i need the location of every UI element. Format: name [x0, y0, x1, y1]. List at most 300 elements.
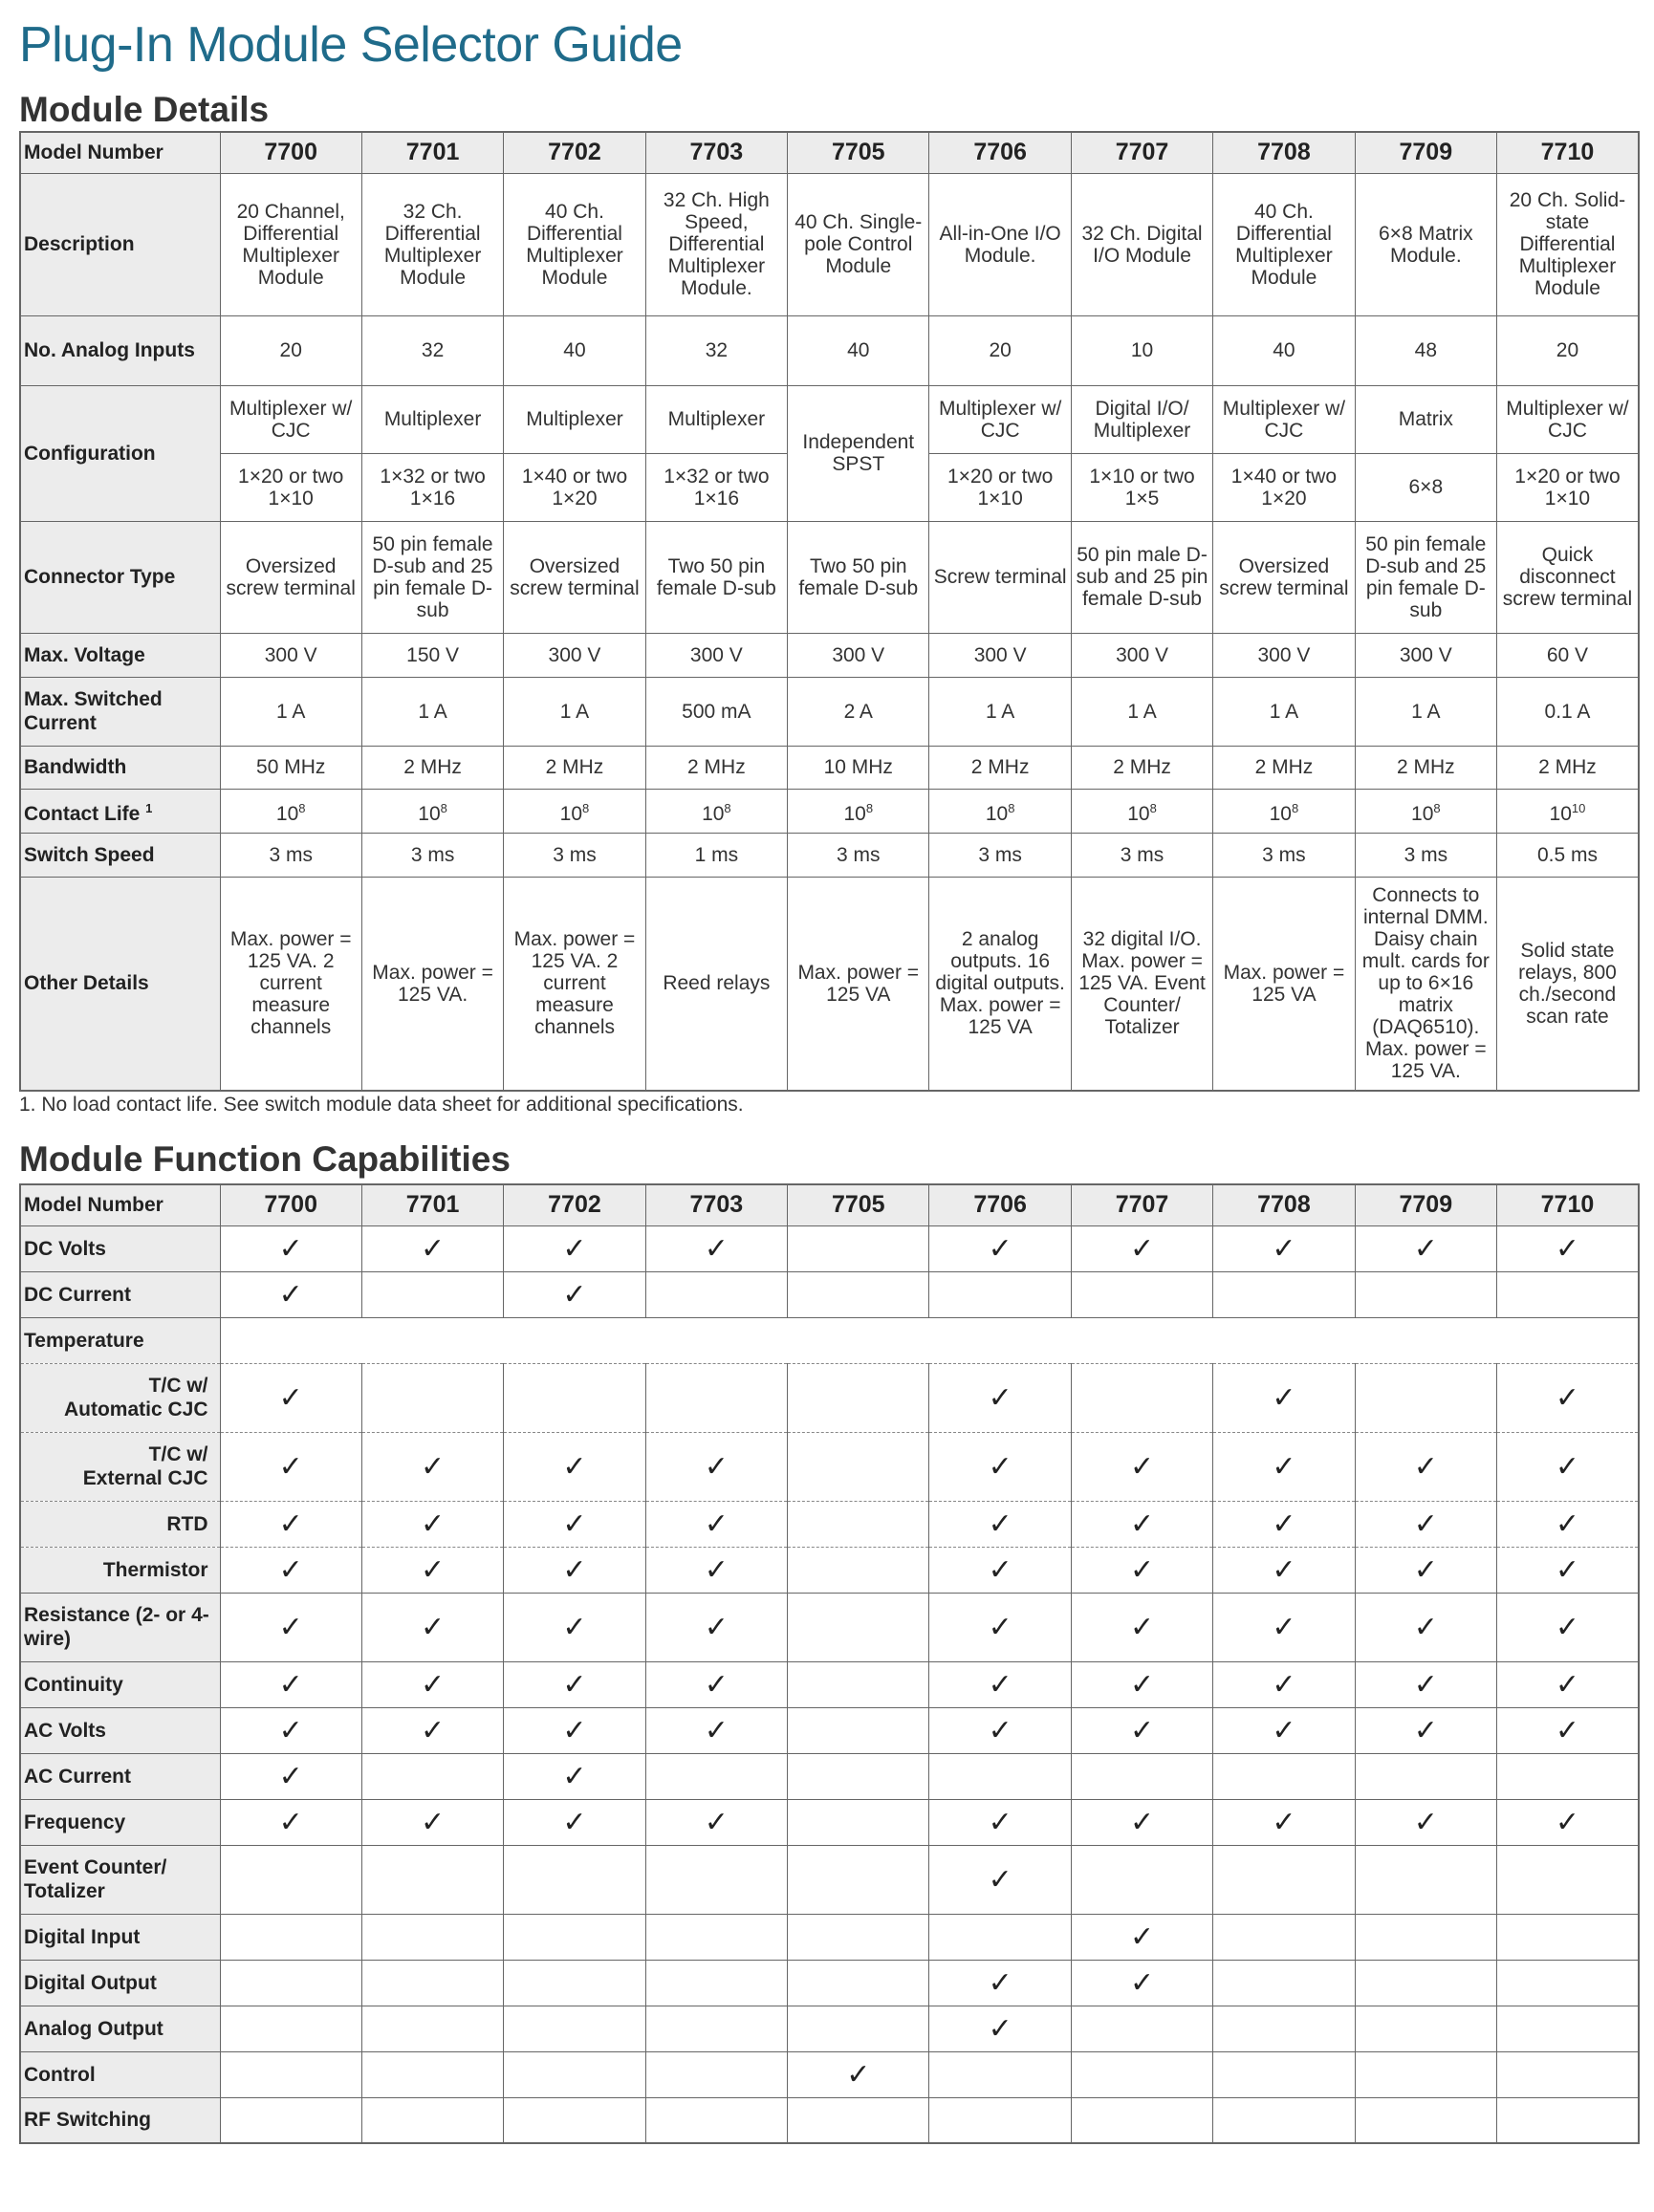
cap-control-7701 [361, 2051, 503, 2097]
cap-t-c-w-automatic-cjc-7709 [1355, 1363, 1496, 1432]
max-voltage-7708: 300 V [1213, 633, 1355, 677]
check-icon: ✓ [1129, 1552, 1155, 1587]
cap-frequency-7702 [504, 1799, 645, 1845]
cap-row-digital-output [20, 1960, 1639, 2006]
cap-continuity-7710 [1497, 1661, 1639, 1707]
bandwidth-7707: 2 MHz [1071, 746, 1212, 789]
cap-ac-volts-7708 [1213, 1707, 1355, 1753]
cap-digital-input-7705 [788, 1914, 929, 1960]
cap-row-resistance-2-or-4-wire [20, 1593, 1639, 1661]
module-details-heading: Module Details [19, 90, 270, 129]
row-other-details [20, 877, 1639, 1091]
cap-label-rtd: RTD [20, 1501, 220, 1547]
check-icon: ✓ [704, 1805, 729, 1839]
max-current-7710: 0.1 A [1497, 677, 1639, 746]
check-icon: ✓ [562, 1759, 587, 1793]
check-icon: ✓ [421, 1507, 446, 1541]
configuration-type-7700: Multiplexer w/ CJC [220, 385, 361, 453]
cap-thermistor-7710 [1497, 1547, 1639, 1593]
cap-t-c-w-automatic-cjc-7703 [645, 1363, 787, 1432]
description-7706: All-in-One I/O Module. [929, 173, 1071, 315]
contact-life-exponent: 8 [1291, 800, 1299, 815]
model-number-7707: 7707 [1071, 132, 1212, 173]
connector-type-7707: 50 pin male D-sub and 25 pin female D-sub [1071, 521, 1212, 633]
bandwidth-7710: 2 MHz [1497, 746, 1639, 789]
cap-rf-switching-7705 [788, 2097, 929, 2143]
contact-life-7701 [361, 789, 503, 833]
configuration-arrangement-7707: 1×10 or two 1×5 [1071, 453, 1212, 521]
check-icon: ✓ [988, 1667, 1012, 1702]
module-details-table [19, 131, 1640, 1092]
cap-continuity-7700 [220, 1661, 361, 1707]
max-voltage-7700: 300 V [220, 633, 361, 677]
connector-type-7700: Oversized screw terminal [220, 521, 361, 633]
model-number-7708: 7708 [1213, 132, 1355, 173]
model-number-7706: 7706 [929, 1184, 1071, 1225]
cap-analog-output-7702 [504, 2006, 645, 2051]
configuration-type-7708: Multiplexer w/ CJC [1213, 385, 1355, 453]
cap-dc-current-7708 [1213, 1271, 1355, 1317]
switch-speed-7708: 3 ms [1213, 833, 1355, 877]
check-icon: ✓ [562, 1805, 587, 1839]
model-number-7706: 7706 [929, 132, 1071, 173]
check-icon: ✓ [562, 1507, 587, 1541]
check-icon: ✓ [1413, 1667, 1438, 1702]
check-icon: ✓ [1272, 1805, 1296, 1839]
check-icon: ✓ [704, 1507, 729, 1541]
check-icon: ✓ [421, 1449, 446, 1484]
selector-guide-page [19, 0, 1638, 2144]
contact-life-7706 [929, 789, 1071, 833]
cap-ac-volts-7705 [788, 1707, 929, 1753]
check-icon: ✓ [1129, 1449, 1155, 1484]
description-7705: 40 Ch. Single-pole Control Module [788, 173, 929, 315]
description-label: Description [20, 173, 220, 315]
cap-digital-input-7703 [645, 1914, 787, 1960]
cap-analog-output-7710 [1497, 2006, 1639, 2051]
cap-continuity-7701 [361, 1661, 503, 1707]
check-icon: ✓ [1555, 1507, 1580, 1541]
configuration-arrangement-7701: 1×32 or two 1×16 [361, 453, 503, 521]
page-title: Plug-In Module Selector Guide [19, 17, 683, 73]
contact-life-base: 10 [985, 802, 1009, 825]
configuration-arrangement-7710: 1×20 or two 1×10 [1497, 453, 1639, 521]
cap-resistance-2-or-4-wire-7706 [929, 1593, 1071, 1661]
check-icon: ✓ [1555, 1610, 1580, 1644]
cap-label-line-1: T/C w/ [148, 1375, 208, 1397]
cap-ac-current-7705 [788, 1753, 929, 1799]
cap-label-thermistor: Thermistor [20, 1547, 220, 1593]
row-max-voltage [20, 633, 1639, 677]
cap-row-dc-volts [20, 1225, 1639, 1271]
cap-t-c-w-external-cjc-7708 [1213, 1432, 1355, 1501]
cap-frequency-7701 [361, 1799, 503, 1845]
check-icon: ✓ [988, 1449, 1012, 1484]
row-description [20, 173, 1639, 315]
other-details-label: Other Details [20, 877, 220, 1091]
cap-control-7700 [220, 2051, 361, 2097]
cap-dc-current-7706 [929, 1271, 1071, 1317]
model-number-7702: 7702 [504, 1184, 645, 1225]
cap-digital-input-7701 [361, 1914, 503, 1960]
cap-resistance-2-or-4-wire-7703 [645, 1593, 787, 1661]
cap-row-analog-output [20, 2006, 1639, 2051]
contact-life-exponent: 8 [724, 800, 731, 815]
switch-speed-7706: 3 ms [929, 833, 1071, 877]
description-7708: 40 Ch. Differential Multiplexer Module [1213, 173, 1355, 315]
cap-label-digital-output: Digital Output [20, 1960, 220, 2006]
cap-digital-output-7702 [504, 1960, 645, 2006]
other-details-7709: Connects to internal DMM. Daisy chain mult. cards for up to 6×16 matrix (DAQ6510). Max. power = 125 VA. [1355, 877, 1496, 1091]
contact-life-base: 10 [1269, 802, 1292, 825]
cap-thermistor-7708 [1213, 1547, 1355, 1593]
switch-speed-7709: 3 ms [1355, 833, 1496, 877]
model-number-7700: 7700 [220, 1184, 361, 1225]
row-contact-life [20, 789, 1639, 833]
cap-rtd-7705 [788, 1501, 929, 1547]
cap-event-counter-totalizer-7700 [220, 1845, 361, 1914]
cap-label-t-c-w-automatic-cjc [20, 1363, 220, 1432]
connector-type-7710: Quick disconnect screw terminal [1497, 521, 1639, 633]
contact-life-base: 10 [843, 802, 866, 825]
contact-life-base: 10 [702, 802, 725, 825]
cap-row-event-counter-totalizer [20, 1845, 1639, 1914]
model-number-label: Model Number [20, 132, 220, 173]
cap-rf-switching-7702 [504, 2097, 645, 2143]
cap-dc-volts-7700 [220, 1225, 361, 1271]
cap-ac-volts-7709 [1355, 1707, 1496, 1753]
cap-t-c-w-automatic-cjc-7706 [929, 1363, 1071, 1432]
check-icon: ✓ [562, 1231, 587, 1266]
cap-rf-switching-7709 [1355, 2097, 1496, 2143]
check-icon: ✓ [704, 1552, 729, 1587]
max-voltage-7702: 300 V [504, 633, 645, 677]
max-voltage-7701: 150 V [361, 633, 503, 677]
check-icon: ✓ [278, 1713, 303, 1747]
cap-t-c-w-automatic-cjc-7701 [361, 1363, 503, 1432]
check-icon: ✓ [278, 1610, 303, 1644]
cap-resistance-2-or-4-wire-7710 [1497, 1593, 1639, 1661]
cap-label-event-counter-totalizer: Event Counter/ Totalizer [20, 1845, 220, 1914]
cap-control-7710 [1497, 2051, 1639, 2097]
other-details-7701: Max. power = 125 VA. [361, 877, 503, 1091]
cap-event-counter-totalizer-7706 [929, 1845, 1071, 1914]
description-7702: 40 Ch. Differential Multiplexer Module [504, 173, 645, 315]
cap-row-frequency [20, 1799, 1639, 1845]
cap-thermistor-7701 [361, 1547, 503, 1593]
cap-frequency-7705 [788, 1799, 929, 1845]
check-icon: ✓ [988, 2011, 1012, 2046]
bandwidth-7701: 2 MHz [361, 746, 503, 789]
configuration-arrangement-7702: 1×40 or two 1×20 [504, 453, 645, 521]
switch-speed-7702: 3 ms [504, 833, 645, 877]
cap-row-digital-input [20, 1914, 1639, 1960]
cap-ac-current-7703 [645, 1753, 787, 1799]
switch-speed-label: Switch Speed [20, 833, 220, 877]
cap-rtd-7700 [220, 1501, 361, 1547]
cap-ac-volts-7700 [220, 1707, 361, 1753]
configuration-type-7710: Multiplexer w/ CJC [1497, 385, 1639, 453]
check-icon: ✓ [988, 1380, 1012, 1415]
cap-label-t-c-w-external-cjc [20, 1432, 220, 1501]
bandwidth-7709: 2 MHz [1355, 746, 1496, 789]
other-details-7710: Solid state relays, 800 ch./second scan rate [1497, 877, 1639, 1091]
cap-label-control: Control [20, 2051, 220, 2097]
cap-t-c-w-automatic-cjc-7700 [220, 1363, 361, 1432]
cap-label-frequency: Frequency [20, 1799, 220, 1845]
contact-life-7703 [645, 789, 787, 833]
function-capabilities-heading: Module Function Capabilities [19, 1139, 511, 1179]
contact-life-exponent: 8 [865, 800, 874, 815]
row-connector-type [20, 521, 1639, 633]
cap-dc-volts-7701 [361, 1225, 503, 1271]
cap-frequency-7707 [1071, 1799, 1212, 1845]
other-details-7700: Max. power = 125 VA. 2 current measure channels [220, 877, 361, 1091]
cap-frequency-7709 [1355, 1799, 1496, 1845]
cap-rtd-7706 [929, 1501, 1071, 1547]
cap-ac-volts-7703 [645, 1707, 787, 1753]
connector-type-7701: 50 pin female D-sub and 25 pin female D-sub [361, 521, 503, 633]
check-icon: ✓ [988, 1507, 1012, 1541]
cap-rtd-7709 [1355, 1501, 1496, 1547]
cap-continuity-7706 [929, 1661, 1071, 1707]
description-7701: 32 Ch. Differential Multiplexer Module [361, 173, 503, 315]
check-icon: ✓ [1413, 1805, 1438, 1839]
configuration-type-7709: Matrix [1355, 385, 1496, 453]
max-voltage-7707: 300 V [1071, 633, 1212, 677]
cap-dc-current-7703 [645, 1271, 787, 1317]
cap-control-7707 [1071, 2051, 1212, 2097]
max-voltage-7703: 300 V [645, 633, 787, 677]
contact-life-7705 [788, 789, 929, 833]
cap-digital-input-7700 [220, 1914, 361, 1960]
cap-control-7708 [1213, 2051, 1355, 2097]
contact-life-exponent: 8 [1008, 800, 1015, 815]
check-icon: ✓ [1272, 1610, 1296, 1644]
max-voltage-7706: 300 V [929, 633, 1071, 677]
header-row [20, 132, 1639, 173]
check-icon: ✓ [421, 1231, 446, 1266]
check-icon: ✓ [1555, 1805, 1580, 1839]
analog-inputs-7701: 32 [361, 315, 503, 385]
cap-label-dc-current: DC Current [20, 1271, 220, 1317]
cap-ac-current-7701 [361, 1753, 503, 1799]
max-current-7706: 1 A [929, 677, 1071, 746]
cap-label-line-2: Automatic CJC [63, 1399, 208, 1420]
check-icon: ✓ [1413, 1552, 1438, 1587]
cap-event-counter-totalizer-7709 [1355, 1845, 1496, 1914]
cap-rtd-7707 [1071, 1501, 1212, 1547]
cap-label-dc-volts: DC Volts [20, 1225, 220, 1271]
cap-thermistor-7709 [1355, 1547, 1496, 1593]
check-icon: ✓ [1413, 1507, 1438, 1541]
cap-digital-output-7701 [361, 1960, 503, 2006]
configuration-type-7707: Digital I/O/ Multiplexer [1071, 385, 1212, 453]
cap-label-temperature: Temperature [20, 1317, 220, 1363]
cap-ac-volts-7701 [361, 1707, 503, 1753]
row-configuration-type [20, 385, 1639, 453]
cap-ac-volts-7702 [504, 1707, 645, 1753]
check-icon: ✓ [562, 1552, 587, 1587]
check-icon: ✓ [704, 1449, 729, 1484]
cap-digital-input-7706 [929, 1914, 1071, 1960]
bandwidth-7702: 2 MHz [504, 746, 645, 789]
cap-digital-input-7709 [1355, 1914, 1496, 1960]
contact-life-exponent: 8 [440, 800, 447, 815]
check-icon: ✓ [846, 2057, 871, 2092]
cap-ac-current-7706 [929, 1753, 1071, 1799]
cap-frequency-7700 [220, 1799, 361, 1845]
analog-inputs-7709: 48 [1355, 315, 1496, 385]
cap-dc-volts-7709 [1355, 1225, 1496, 1271]
cap-ac-current-7700 [220, 1753, 361, 1799]
check-icon: ✓ [988, 1610, 1012, 1644]
cap-thermistor-7706 [929, 1547, 1071, 1593]
analog-inputs-7702: 40 [504, 315, 645, 385]
model-number-7701: 7701 [361, 1184, 503, 1225]
contact-life-base: 10 [1127, 802, 1150, 825]
cap-dc-current-7710 [1497, 1271, 1639, 1317]
cap-analog-output-7705 [788, 2006, 929, 2051]
contact-life-exponent: 8 [1149, 800, 1157, 815]
connector-type-7703: Two 50 pin female D-sub [645, 521, 787, 633]
check-icon: ✓ [1272, 1552, 1296, 1587]
configuration-arrangement-7708: 1×40 or two 1×20 [1213, 453, 1355, 521]
check-icon: ✓ [1129, 1805, 1155, 1839]
cap-dc-current-7702 [504, 1271, 645, 1317]
cap-t-c-w-automatic-cjc-7707 [1071, 1363, 1212, 1432]
cap-t-c-w-external-cjc-7700 [220, 1432, 361, 1501]
check-icon: ✓ [1555, 1449, 1580, 1484]
cap-resistance-2-or-4-wire-7702 [504, 1593, 645, 1661]
bandwidth-7703: 2 MHz [645, 746, 787, 789]
bandwidth-7706: 2 MHz [929, 746, 1071, 789]
configuration-type-7705: Independent SPST [788, 385, 929, 521]
cap-ac-current-7707 [1071, 1753, 1212, 1799]
check-icon: ✓ [988, 1552, 1012, 1587]
cap-label-line-1: T/C w/ [148, 1443, 208, 1465]
cap-dc-current-7701 [361, 1271, 503, 1317]
cap-thermistor-7700 [220, 1547, 361, 1593]
cap-dc-volts-7708 [1213, 1225, 1355, 1271]
analog-inputs-7703: 32 [645, 315, 787, 385]
cap-label-ac-current: AC Current [20, 1753, 220, 1799]
contact-life-7710 [1497, 789, 1639, 833]
max-current-7700: 1 A [220, 677, 361, 746]
description-7710: 20 Ch. Solid-state Differential Multiplexer Module [1497, 173, 1639, 315]
description-7703: 32 Ch. High Speed, Differential Multiplexer Module. [645, 173, 787, 315]
bandwidth-7705: 10 MHz [788, 746, 929, 789]
cap-control-7709 [1355, 2051, 1496, 2097]
check-icon: ✓ [1413, 1449, 1438, 1484]
configuration-type-7703: Multiplexer [645, 385, 787, 453]
cap-row-rf-switching [20, 2097, 1639, 2143]
cap-ac-volts-7706 [929, 1707, 1071, 1753]
cap-dc-volts-7702 [504, 1225, 645, 1271]
header-row [20, 1184, 1639, 1225]
switch-speed-7707: 3 ms [1071, 833, 1212, 877]
max-current-7709: 1 A [1355, 677, 1496, 746]
cap-frequency-7703 [645, 1799, 787, 1845]
check-icon: ✓ [1129, 1919, 1155, 1954]
contact-life-7702 [504, 789, 645, 833]
contact-life-base: 10 [275, 802, 299, 825]
bandwidth-7708: 2 MHz [1213, 746, 1355, 789]
configuration-arrangement-7709: 6×8 [1355, 453, 1496, 521]
cap-label-digital-input: Digital Input [20, 1914, 220, 1960]
check-icon: ✓ [278, 1552, 303, 1587]
check-icon: ✓ [988, 1713, 1012, 1747]
cap-digital-output-7708 [1213, 1960, 1355, 2006]
cap-t-c-w-automatic-cjc-7708 [1213, 1363, 1355, 1432]
cap-row-ac-volts [20, 1707, 1639, 1753]
contact-life-base: 10 [559, 802, 583, 825]
cap-t-c-w-external-cjc-7707 [1071, 1432, 1212, 1501]
check-icon: ✓ [988, 1965, 1012, 2000]
check-icon: ✓ [1272, 1667, 1296, 1702]
cap-analog-output-7709 [1355, 2006, 1496, 2051]
cap-analog-output-7708 [1213, 2006, 1355, 2051]
cap-rtd-7708 [1213, 1501, 1355, 1547]
cap-digital-output-7703 [645, 1960, 787, 2006]
model-number-7710: 7710 [1497, 132, 1639, 173]
cap-continuity-7708 [1213, 1661, 1355, 1707]
cap-continuity-7707 [1071, 1661, 1212, 1707]
max-voltage-7710: 60 V [1497, 633, 1639, 677]
cap-rf-switching-7707 [1071, 2097, 1212, 2143]
max-current-7703: 500 mA [645, 677, 787, 746]
row-analog-inputs [20, 315, 1639, 385]
contact-life-footnote-marker: 1 [145, 800, 153, 815]
configuration-label: Configuration [20, 385, 220, 521]
cap-t-c-w-external-cjc-7703 [645, 1432, 787, 1501]
other-details-7703: Reed relays [645, 877, 787, 1091]
analog-inputs-7708: 40 [1213, 315, 1355, 385]
function-capabilities-table [19, 1183, 1640, 2144]
model-number-7702: 7702 [504, 132, 645, 173]
model-number-7703: 7703 [645, 132, 787, 173]
check-icon: ✓ [1129, 1231, 1155, 1266]
cap-label-ac-volts: AC Volts [20, 1707, 220, 1753]
connector-type-7709: 50 pin female D-sub and 25 pin female D-sub [1355, 521, 1496, 633]
configuration-type-7706: Multiplexer w/ CJC [929, 385, 1071, 453]
contact-life-label-text: Contact Life [24, 802, 146, 825]
cap-thermistor-7703 [645, 1547, 787, 1593]
check-icon: ✓ [1555, 1667, 1580, 1702]
configuration-arrangement-7700: 1×20 or two 1×10 [220, 453, 361, 521]
cap-row-t-c-w-external-cjc [20, 1432, 1639, 1501]
cap-digital-output-7707 [1071, 1960, 1212, 2006]
cap-frequency-7710 [1497, 1799, 1639, 1845]
cap-row-rtd [20, 1501, 1639, 1547]
model-number-7710: 7710 [1497, 1184, 1639, 1225]
cap-label-line-2: External CJC [82, 1467, 208, 1489]
check-icon: ✓ [562, 1667, 587, 1702]
switch-speed-7700: 3 ms [220, 833, 361, 877]
cap-dc-current-7709 [1355, 1271, 1496, 1317]
cap-thermistor-7707 [1071, 1547, 1212, 1593]
configuration-type-7701: Multiplexer [361, 385, 503, 453]
check-icon: ✓ [704, 1231, 729, 1266]
cap-digital-input-7707 [1071, 1914, 1212, 1960]
cap-digital-output-7710 [1497, 1960, 1639, 2006]
cap-t-c-w-automatic-cjc-7710 [1497, 1363, 1639, 1432]
cap-continuity-7703 [645, 1661, 787, 1707]
cap-digital-output-7709 [1355, 1960, 1496, 2006]
cap-t-c-w-automatic-cjc-7702 [504, 1363, 645, 1432]
description-7709: 6×8 Matrix Module. [1355, 173, 1496, 315]
cap-digital-input-7710 [1497, 1914, 1639, 1960]
